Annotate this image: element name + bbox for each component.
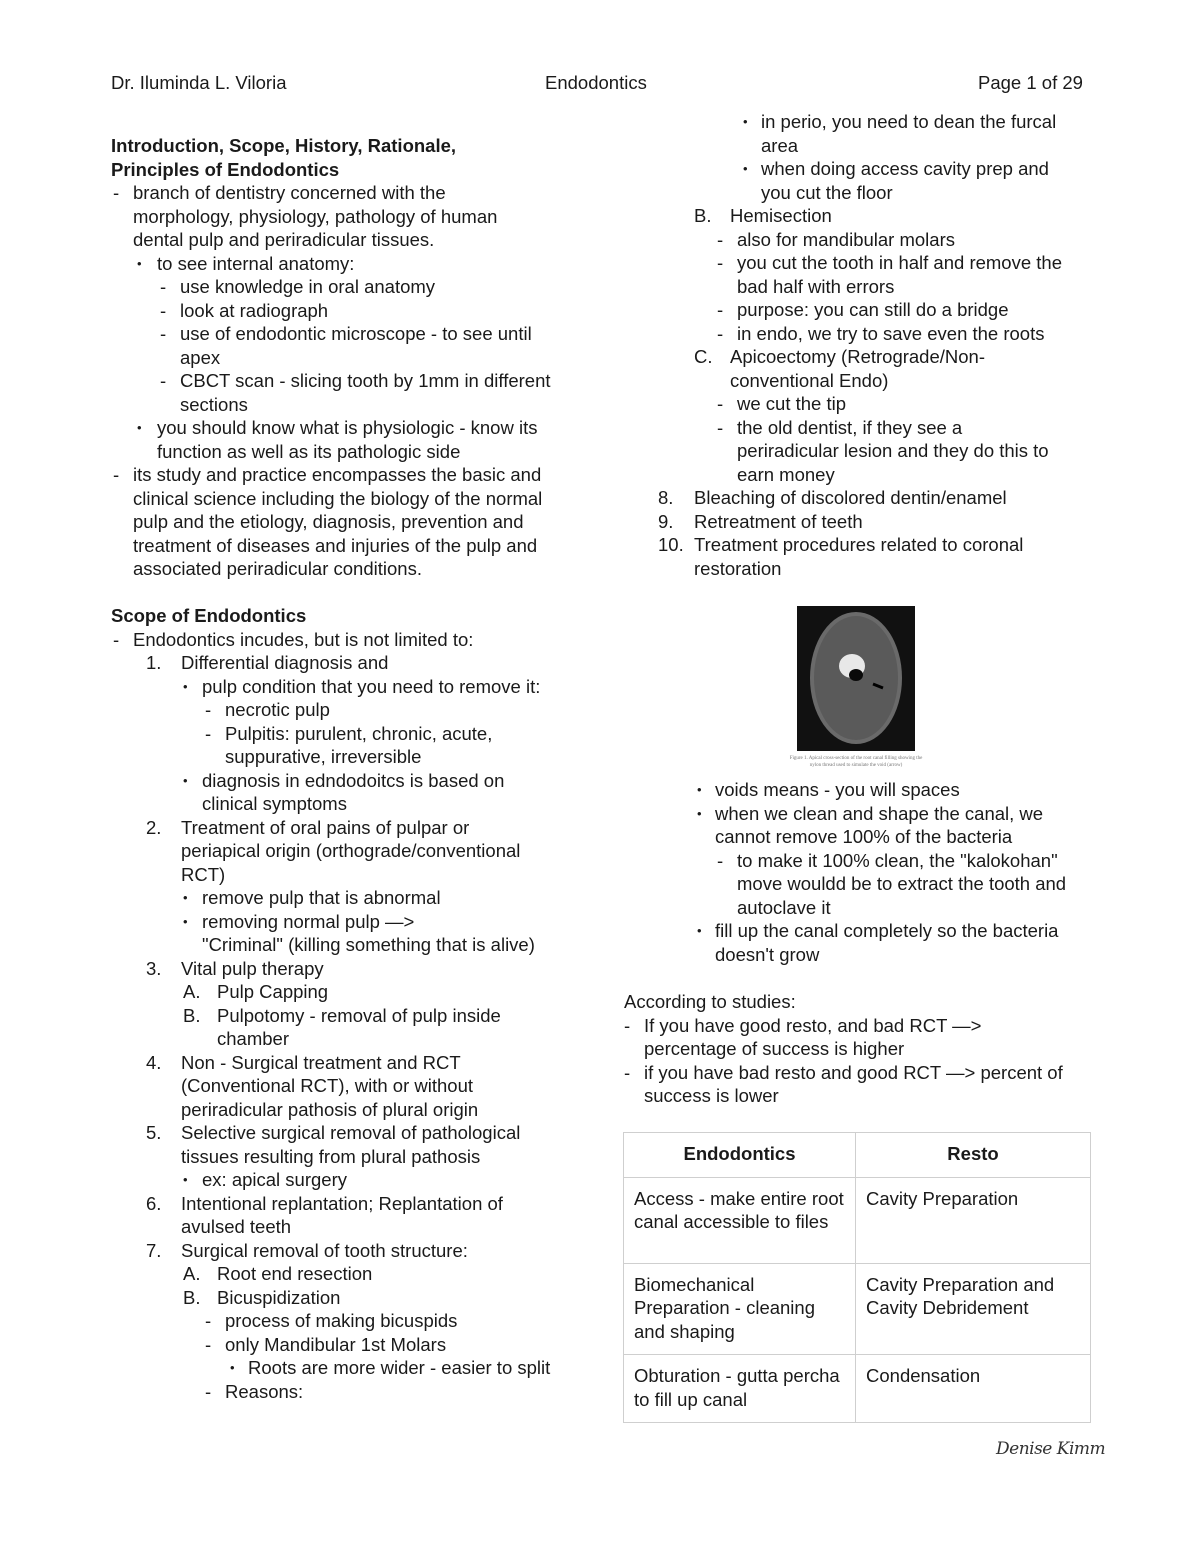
table-cell: Condensation <box>856 1355 1091 1423</box>
text-line: "Criminal" (killing something that is alive) <box>202 934 535 955</box>
text-line: Retreatment of teeth <box>694 511 863 532</box>
bullet-marker: • <box>137 256 142 271</box>
text-line: Reasons: <box>225 1381 304 1402</box>
text-line: we cut the tip <box>737 393 847 414</box>
bullet-marker: • <box>697 782 702 797</box>
text-line: use knowledge in oral anatomy <box>180 276 436 297</box>
text-line: According to studies: <box>624 991 796 1012</box>
text-line: associated periradicular conditions. <box>133 558 422 579</box>
list-number: 9. <box>658 511 674 532</box>
text-line: Vital pulp therapy <box>181 958 324 979</box>
text-line: you should know what is physiologic - know its <box>157 417 538 438</box>
text-line: area <box>761 135 799 156</box>
text-line: Apicoectomy (Retrograde/Non- <box>730 346 985 367</box>
text-line: the old dentist, if they see a <box>737 417 963 438</box>
bullet-marker: • <box>230 1360 235 1375</box>
dash-marker: - <box>717 252 724 273</box>
dash-marker: - <box>717 229 724 250</box>
text-line: tissues resulting from plural pathosis <box>181 1146 481 1167</box>
text-line: process of making bicuspids <box>225 1310 458 1331</box>
text-line: Pulp Capping <box>217 981 329 1002</box>
dash-marker: - <box>160 300 167 321</box>
bullet-marker: • <box>183 890 188 905</box>
bullet-marker: • <box>183 914 188 929</box>
figure-caption: Figure 1. Apical cross-section of the root canal filling showing the nylon thread used to simulate the void (arrow) <box>789 756 923 768</box>
tooth-cross-section-image <box>797 606 915 751</box>
list-number: 10. <box>658 534 684 555</box>
text-line: avulsed teeth <box>181 1216 292 1237</box>
table-cell: Obturation - gutta percha to fill up canal <box>624 1355 856 1423</box>
table-row <box>624 1263 1091 1355</box>
endo-vs-resto-table <box>623 1132 1091 1423</box>
list-number: 3. <box>146 958 162 979</box>
table-header-endodontics: Endodontics <box>624 1133 856 1178</box>
text-line: in endo, we try to save even the roots <box>737 323 1045 344</box>
text-line: restoration <box>694 558 782 579</box>
text-line: Hemisection <box>730 205 832 226</box>
header-subject: Endodontics <box>545 72 647 93</box>
dash-marker: - <box>205 1334 212 1355</box>
text-line: also for mandibular molars <box>737 229 955 250</box>
dash-marker: - <box>113 629 120 650</box>
text-line: periradicular pathosis of plural origin <box>181 1099 479 1120</box>
text-line: diagnosis in edndodoitcs is based on <box>202 770 505 791</box>
dash-marker: - <box>205 1381 212 1402</box>
text-line: periradicular lesion and they do this to <box>737 440 1049 461</box>
text-line: Roots are more wider - easier to split <box>248 1357 551 1378</box>
text-line: Intentional replantation; Replantation of <box>181 1193 503 1214</box>
text-line: use of endodontic microscope - to see until <box>180 323 532 344</box>
text-line: Surgical removal of tooth structure: <box>181 1240 468 1261</box>
text-line: pulp and the etiology, diagnosis, prevention and <box>133 511 524 532</box>
text-line: look at radiograph <box>180 300 329 321</box>
list-number: 5. <box>146 1122 162 1143</box>
bullet-marker: • <box>137 420 142 435</box>
text-line: function as well as its pathologic side <box>157 441 461 462</box>
list-number: 6. <box>146 1193 162 1214</box>
text-line: RCT) <box>181 864 226 885</box>
text-line: sections <box>180 394 248 415</box>
text-line: Endodontics incudes, but is not limited to: <box>133 629 474 650</box>
text-line: branch of dentistry concerned with the <box>133 182 446 203</box>
text-line: Treatment of oral pains of pulpar or <box>181 817 470 838</box>
dash-marker: - <box>717 417 724 438</box>
dash-marker: - <box>717 393 724 414</box>
section-heading: Principles of Endodontics <box>111 159 340 180</box>
dash-marker: - <box>717 850 724 871</box>
text-line: earn money <box>737 464 835 485</box>
text-line: (Conventional RCT), with or without <box>181 1075 473 1096</box>
bullet-marker: • <box>743 161 748 176</box>
text-line: Root end resection <box>217 1263 373 1284</box>
text-line: move wouldd be to extract the tooth and <box>737 873 1067 894</box>
text-line: purpose: you can still do a bridge <box>737 299 1009 320</box>
text-line: percentage of success is higher <box>644 1038 905 1059</box>
text-line: Bicuspidization <box>217 1287 341 1308</box>
text-line: removing normal pulp —> <box>202 911 415 932</box>
table-row <box>624 1355 1091 1423</box>
text-line: apex <box>180 347 221 368</box>
text-line: fill up the canal completely so the bacteria <box>715 920 1059 941</box>
text-line: Treatment procedures related to coronal <box>694 534 1024 555</box>
text-line: Pulpitis: purulent, chronic, acute, <box>225 723 493 744</box>
table-row <box>624 1177 1091 1263</box>
table-cell: Access - make entire root canal accessible to files <box>624 1177 856 1263</box>
text-line: suppurative, irreversible <box>225 746 422 767</box>
text-line: cannot remove 100% of the bacteria <box>715 826 1013 847</box>
dash-marker: - <box>160 323 167 344</box>
dash-marker: - <box>113 182 120 203</box>
list-number: 8. <box>658 487 674 508</box>
text-line: periapical origin (orthograde/conventional <box>181 840 521 861</box>
bullet-marker: • <box>697 806 702 821</box>
text-line: CBCT scan - slicing tooth by 1mm in different <box>180 370 551 391</box>
bullet-marker: • <box>183 1172 188 1187</box>
list-number: C. <box>694 346 713 367</box>
text-line: pulp condition that you need to remove it: <box>202 676 541 697</box>
dash-marker: - <box>160 370 167 391</box>
text-line: morphology, physiology, pathology of human <box>133 206 498 227</box>
text-line: if you have bad resto and good RCT —> percent of <box>644 1062 1063 1083</box>
text-line: voids means - you will spaces <box>715 779 960 800</box>
text-line: when we clean and shape the canal, we <box>715 803 1044 824</box>
dash-marker: - <box>113 464 120 485</box>
section-heading: Scope of Endodontics <box>111 605 307 626</box>
text-line: to see internal anatomy: <box>157 253 355 274</box>
text-line: doesn't grow <box>715 944 820 965</box>
list-number: A. <box>183 1263 201 1284</box>
list-number: 1. <box>146 652 162 673</box>
list-number: 7. <box>146 1240 162 1261</box>
text-line: you cut the tooth in half and remove the <box>737 252 1062 273</box>
signature: Denise Kimm <box>996 1439 1106 1459</box>
table-cell: Biomechanical Preparation - cleaning and shaping <box>624 1263 856 1355</box>
text-line: you cut the floor <box>761 182 893 203</box>
bullet-marker: • <box>743 114 748 129</box>
text-line: Selective surgical removal of pathological <box>181 1122 521 1143</box>
table-header-resto: Resto <box>856 1133 1091 1178</box>
list-number: 4. <box>146 1052 162 1073</box>
bullet-marker: • <box>183 773 188 788</box>
text-line: conventional Endo) <box>730 370 889 391</box>
text-line: If you have good resto, and bad RCT —> <box>644 1015 982 1036</box>
header-author: Dr. Iluminda L. Viloria <box>111 72 287 93</box>
list-number: 2. <box>146 817 162 838</box>
text-line: treatment of diseases and injuries of the pulp and <box>133 535 538 556</box>
text-line: dental pulp and periradicular tissues. <box>133 229 435 250</box>
text-line: chamber <box>217 1028 289 1049</box>
list-number: A. <box>183 981 201 1002</box>
section-heading: Introduction, Scope, History, Rationale, <box>111 135 457 156</box>
text-line: success is lower <box>644 1085 779 1106</box>
dash-marker: - <box>624 1015 631 1036</box>
list-number: B. <box>694 205 712 226</box>
bullet-marker: • <box>697 923 702 938</box>
text-line: in perio, you need to dean the furcal <box>761 111 1057 132</box>
dash-marker: - <box>205 1310 212 1331</box>
list-number: B. <box>183 1005 201 1026</box>
text-line: to make it 100% clean, the "kalokohan" <box>737 850 1058 871</box>
text-line: autoclave it <box>737 897 831 918</box>
bullet-marker: • <box>183 679 188 694</box>
dash-marker: - <box>205 723 212 744</box>
text-line: ex: apical surgery <box>202 1169 347 1190</box>
text-line: bad half with errors <box>737 276 895 297</box>
table-cell: Cavity Preparation and Cavity Debridement <box>856 1263 1091 1355</box>
header-page-number: Page 1 of 29 <box>978 72 1083 93</box>
text-line: only Mandibular 1st Molars <box>225 1334 447 1355</box>
text-line: Pulpotomy - removal of pulp inside <box>217 1005 501 1026</box>
text-line: clinical symptoms <box>202 793 347 814</box>
text-line: Non - Surgical treatment and RCT <box>181 1052 461 1073</box>
list-number: B. <box>183 1287 201 1308</box>
text-line: Bleaching of discolored dentin/enamel <box>694 487 1007 508</box>
dash-marker: - <box>717 299 724 320</box>
table-cell: Cavity Preparation <box>856 1177 1091 1263</box>
table-header-row <box>624 1133 1091 1178</box>
dash-marker: - <box>624 1062 631 1083</box>
dash-marker: - <box>717 323 724 344</box>
text-line: Differential diagnosis and <box>181 652 389 673</box>
text-line: clinical science including the biology of the normal <box>133 488 543 509</box>
dash-marker: - <box>205 699 212 720</box>
text-line: remove pulp that is abnormal <box>202 887 441 908</box>
dash-marker: - <box>160 276 167 297</box>
text-line: when doing access cavity prep and <box>761 158 1049 179</box>
text-line: necrotic pulp <box>225 699 330 720</box>
text-line: its study and practice encompasses the basic and <box>133 464 542 485</box>
